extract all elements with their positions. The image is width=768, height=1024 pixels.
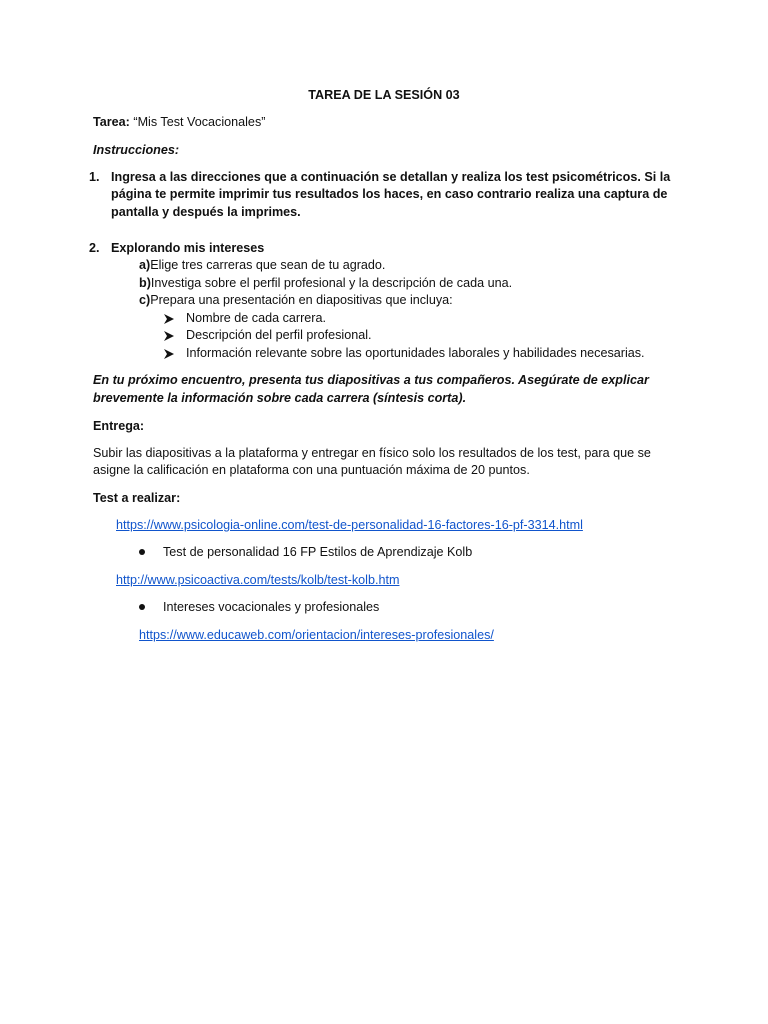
arrow-item-2: Descripción del perfil profesional. [186,328,372,342]
subitem-c-text: Prepara una presentación en diapositivas que incluya: [150,293,453,307]
subitem-b [139,275,512,293]
subitem-a-marker: a) [139,258,151,272]
italic-note-line-1: En tu próximo encuentro, presenta tus diapositivas a tus compañeros. Asegúrate de explicar [93,373,649,387]
test-link-psicoactiva[interactable]: http://www.psicoactiva.com/tests/kolb/test-kolb.htm [116,573,400,587]
subitem-b-text: Investiga sobre el perfil profesional y la descripción de cada una. [150,276,513,290]
delivery-line-2: asigne la calificación en plataforma con una puntuación máxima de 20 puntos. [93,463,530,477]
tests-label: Test a realizar: [93,491,181,505]
subitem-a-text: Elige tres carreras que sean de tu agrado. [150,258,386,272]
bullet-item-1: Test de personalidad 16 FP Estilos de Aprendizaje Kolb [163,545,473,559]
bullet-dot-icon [139,604,145,610]
item1-line-2: página te permite imprimir tus resultados los haces, en caso contrario realiza una captura de [111,187,668,201]
item1-number: 1. [89,170,100,184]
bullet-item-2: Intereses vocacionales y profesionales [163,600,380,614]
delivery-label: Entrega: [93,419,145,433]
delivery-line-1: Subir las diapositivas a la plataforma y entregar en físico solo los resultados de los test, para que se [93,446,651,460]
instructions-label: Instrucciones: [93,143,180,157]
item2-number: 2. [89,241,100,255]
italic-note-line-2: brevemente la información sobre cada carrera (síntesis corta). [93,391,467,405]
arrow-bullet-icon [163,330,175,342]
subitem-a [139,257,385,275]
test-link-educaweb[interactable]: https://www.educaweb.com/orientacion/intereses-profesionales/ [139,628,494,642]
document-title: TAREA DE LA SESIÓN 03 [308,88,460,102]
item1-line-3: pantalla y después la imprimes. [111,205,301,219]
bullet-dot-icon [139,549,145,555]
task-label: Tarea: [93,115,130,129]
item2-title: Explorando mis intereses [111,241,265,255]
arrow-bullet-icon [163,348,175,360]
task-value: “Mis Test Vocacionales” [129,115,266,129]
arrow-item-3: Información relevante sobre las oportunidades laborales y habilidades necesarias. [186,346,645,360]
subitem-b-marker: b) [139,276,151,290]
subitem-c-marker: c) [139,293,151,307]
subitem-c [139,292,453,310]
arrow-bullet-icon [163,313,175,325]
task-line [93,114,265,132]
test-link-psicologia-online[interactable]: https://www.psicologia-online.com/test-de-personalidad-16-factores-16-pf-3314.html [116,518,583,532]
arrow-item-1: Nombre de cada carrera. [186,311,326,325]
item1-line-1: Ingresa a las direcciones que a continuación se detallan y realiza los test psicométricos. Si la [111,170,671,184]
